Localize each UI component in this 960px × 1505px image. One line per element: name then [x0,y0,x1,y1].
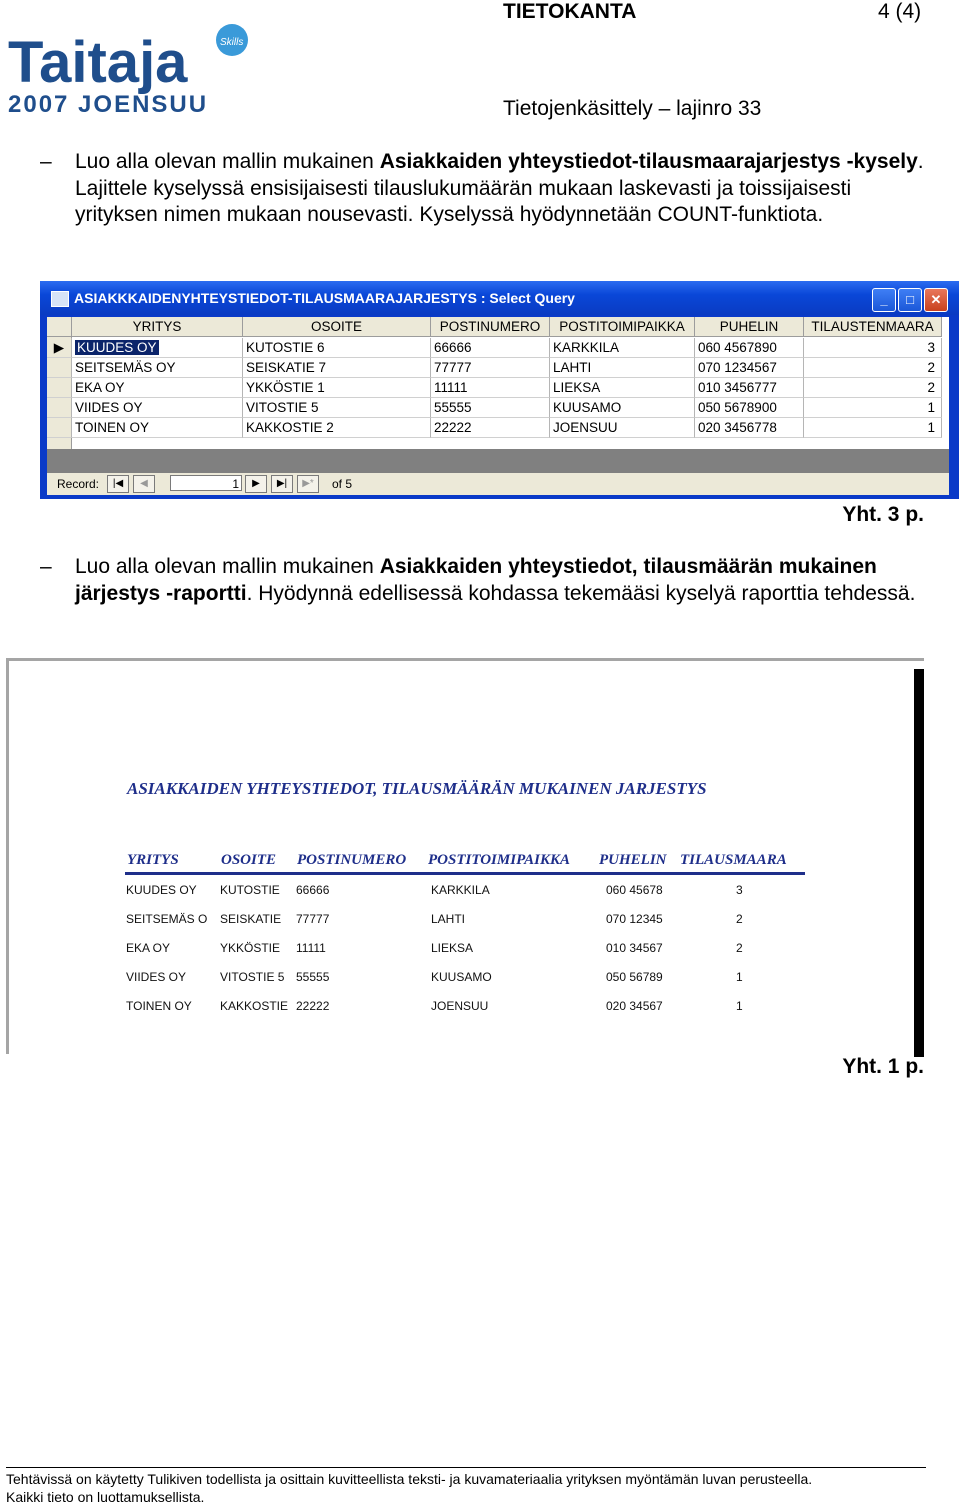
column-header[interactable]: PUHELIN [695,317,804,337]
cell-postinumero[interactable]: 11111 [431,378,550,398]
cell-postitoimipaikka[interactable]: KARKKILA [550,338,695,358]
report-cell: VITOSTIE 5 [220,970,285,984]
next-record-button[interactable]: ▶ [245,475,267,493]
header-title: TIETOKANTA [503,0,637,23]
report-cell: SEITSEMÄS O [126,912,208,926]
report-cell: 1 [736,970,743,984]
report-page-shadow [914,669,924,1057]
cell-yritys[interactable]: EKA OY [72,378,243,398]
report-cell: KUTOSTIE [220,883,280,897]
report-cell: KAKKOSTIE [220,999,289,1013]
table-row[interactable] [47,398,949,418]
record-selector[interactable] [47,378,72,398]
query-window [40,281,959,499]
report-cell: LAHTI [431,912,466,926]
report-cell: 66666 [296,883,330,897]
report-title: ASIAKKAIDEN YHTEYSTIEDOT, TILAUSMÄÄRÄN MUKAINEN JARJESTYS [127,779,707,798]
cell-puhelin[interactable]: 060 4567890 [695,338,804,358]
footer-line-2: Kaikki tieto on luottamuksellista. [6,1489,205,1505]
cell-postitoimipaikka[interactable]: LAHTI [550,358,695,378]
datasheet-empty-area [47,449,949,473]
report-cell: 070 12345 [606,912,663,926]
task-2-dash: – [40,555,52,578]
column-header[interactable]: OSOITE [243,317,431,337]
report-column-header: TILAUSMAARA [680,852,787,868]
report-cell: LIEKSA [431,941,474,955]
report-cell: 1 [736,999,743,1013]
cell-puhelin[interactable]: 020 3456778 [695,418,804,438]
report-cell: 77777 [296,912,330,926]
record-number-input[interactable]: 1 [170,475,242,491]
record-navigation-bar [47,473,949,495]
report-cell: YKKÖSTIE [220,941,281,955]
table-row[interactable] [47,358,949,378]
record-selector[interactable] [47,398,72,418]
task-1-dash: – [40,150,52,173]
previous-record-button[interactable]: ◀ [133,475,155,493]
report-column-header: POSTINUMERO [297,852,407,868]
page-number: 4 (4) [878,0,922,23]
logo-text: Taitaja [8,30,188,95]
maximize-button[interactable]: □ [898,288,922,312]
cell-tilaustenmaara[interactable]: 2 [804,358,942,378]
report-header-rule [125,872,805,875]
window-title: ASIAKKKAIDENYHTEYSTIEDOT-TILAUSMAARAJARJESTYS : Select Query [74,290,575,306]
window-titlebar[interactable] [40,281,959,315]
column-header[interactable]: POSTINUMERO [431,317,550,337]
cell-osoite[interactable]: YKKÖSTIE 1 [243,378,431,398]
cell-yritys[interactable]: VIIDES OY [72,398,243,418]
cell-osoite[interactable]: KAKKOSTIE 2 [243,418,431,438]
cell-yritys[interactable] [72,338,243,358]
task-2-text-a: Luo alla olevan mallin mukainen [75,555,380,578]
table-row[interactable] [47,418,949,438]
report-column-header: YRITYS [127,852,179,868]
report-cell: 020 34567 [606,999,663,1013]
report-cell: KARKKILA [431,883,490,897]
cell-text: KUUDES OY [77,340,157,355]
report-cell: 060 45678 [606,883,663,897]
cell-osoite[interactable]: KUTOSTIE 6 [243,338,431,358]
report-cell: EKA OY [126,941,171,955]
task-1-text-bold: Asiakkaiden yhteystiedot-tilausmaarajarjestys -kysely [379,150,918,173]
table-row[interactable] [47,338,949,358]
grid-header-row [47,317,949,337]
cell-postitoimipaikka[interactable]: KUUSAMO [550,398,695,418]
task-1-text-a: Luo alla olevan mallin mukainen [75,150,380,173]
cell-puhelin[interactable]: 050 5678900 [695,398,804,418]
report-cell: 3 [736,883,743,897]
cell-tilaustenmaara[interactable]: 1 [804,398,942,418]
report-cell: 2 [736,941,743,955]
cell-yritys[interactable]: SEITSEMÄS OY [72,358,243,378]
last-record-button[interactable]: ▶| [271,475,293,493]
task-2-text-b: . Hyödynnä edellisessä kohdassa tekemääsi kyselyä raporttia tehdessä. [246,581,916,605]
task-2-text-bold: Asiakkaiden yhteystiedot, tilausmäärän mukainen järjestys -raportti [75,555,877,605]
report-cell: TOINEN OY [126,999,192,1013]
column-header[interactable]: YRITYS [72,317,243,337]
close-button[interactable]: ✕ [924,288,948,312]
first-record-button[interactable]: |◀ [107,475,129,493]
logo-badge-text: Skills [220,37,244,48]
new-record-button[interactable]: ▶* [297,475,319,493]
cell-postinumero[interactable]: 66666 [431,338,550,358]
record-selector[interactable] [47,358,72,378]
cell-postitoimipaikka[interactable]: JOENSUU [550,418,695,438]
cell-osoite[interactable]: VITOSTIE 5 [243,398,431,418]
task-1 [40,149,930,229]
cell-tilaustenmaara[interactable]: 2 [804,378,942,398]
cell-puhelin[interactable]: 010 3456777 [695,378,804,398]
task-1-points: Yht. 3 p. [842,503,924,526]
cell-puhelin[interactable]: 070 1234567 [695,358,804,378]
cell-tilaustenmaara[interactable]: 1 [804,418,942,438]
minimize-button[interactable]: _ [872,288,896,312]
report-column-header: POSTITOIMIPAIKKA [428,852,570,868]
report-cell: SEISKATIE [220,912,282,926]
cell-postinumero[interactable]: 55555 [431,398,550,418]
report-cell: JOENSUU [431,999,489,1013]
report-cell: KUUDES OY [126,883,197,897]
report-cell: KUUSAMO [431,970,492,984]
report-cell: 050 56789 [606,970,663,984]
report-cell: 010 34567 [606,941,663,955]
task-2 [40,554,930,607]
report-cell: VIIDES OY [126,970,187,984]
datasheet-icon [51,291,69,307]
select-all-corner[interactable] [47,317,72,337]
report-cell: 55555 [296,970,330,984]
report-cell: 2 [736,912,743,926]
record-label: Record: [57,477,100,491]
report-cell: 22222 [296,999,330,1013]
cell-postitoimipaikka[interactable]: LIEKSA [550,378,695,398]
column-header[interactable]: TILAUSTENMAARA [804,317,942,337]
column-header[interactable]: POSTITOIMIPAIKKA [550,317,695,337]
cell-tilaustenmaara[interactable]: 3 [804,338,942,358]
record-selector[interactable] [47,418,72,438]
table-row[interactable] [47,378,949,398]
task-2-points: Yht. 1 p. [842,1055,924,1078]
cell-osoite[interactable]: SEISKATIE 7 [243,358,431,378]
report-column-header: OSOITE [221,852,277,868]
report-cell: 11111 [296,941,326,955]
task-1-text-b: . Lajittele kyselyssä ensisijaisesti tilauslukumäärän mukaan laskevasti ja toissijaisesti yrityksen nimen mukaan nousevasti. Kyselyssä hyödynnetään COUNT-funktiota. [75,150,924,226]
record-count: of 5 [332,477,353,491]
report-column-header: PUHELIN [599,852,667,868]
cell-postinumero[interactable]: 77777 [431,358,550,378]
cell-postinumero[interactable]: 22222 [431,418,550,438]
datasheet-grid [47,317,949,449]
report-preview [6,658,924,1054]
logo-year-city: 2007 JOENSUU [8,91,209,118]
taitaja-logo [6,20,256,118]
header-subtitle: Tietojenkäsittely – lajinro 33 [503,97,762,120]
footer-rule [6,1467,926,1468]
current-record-marker[interactable]: ▶ [47,338,72,358]
cell-yritys[interactable]: TOINEN OY [72,418,243,438]
footer-line-1: Tehtävissä on käytetty Tulikiven todellista ja osittain kuvitteellista teksti- ja kuvamateriaalia yrityksen myöntämän luvan perusteella. [6,1471,813,1487]
